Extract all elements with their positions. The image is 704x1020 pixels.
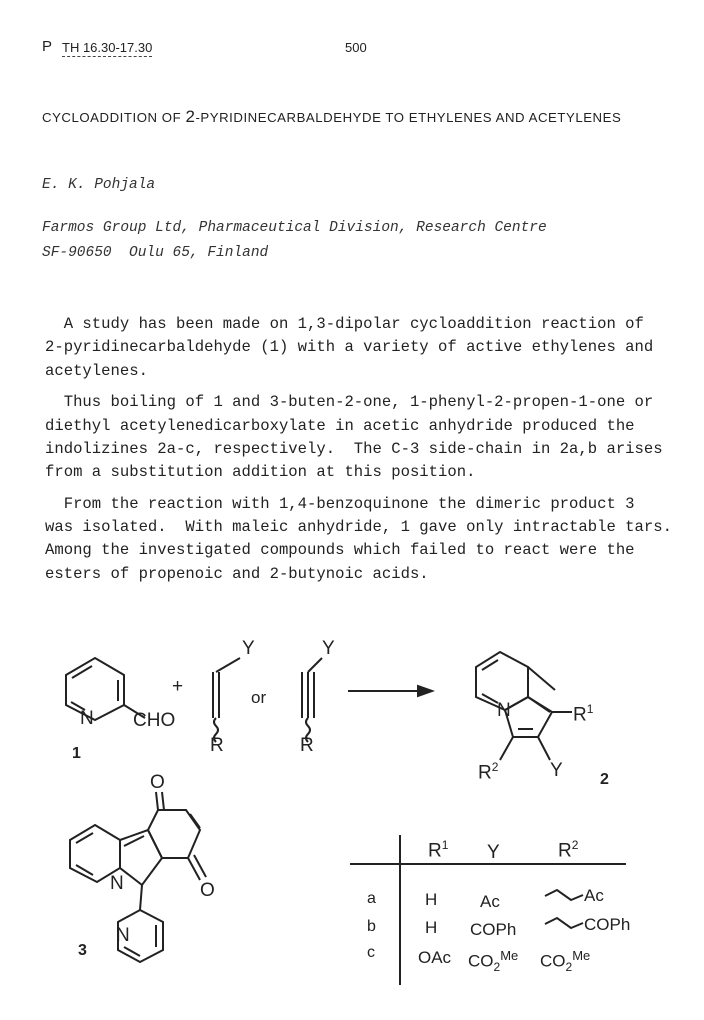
y-label: Y bbox=[242, 638, 255, 659]
affiliation-line: Farmos Group Ltd, Pharmaceutical Division, Research Centre bbox=[42, 220, 547, 236]
n-label: N bbox=[80, 708, 94, 729]
body-line: Among the investigated compounds which failed to react were the bbox=[45, 541, 635, 559]
cell-r2: COPh bbox=[584, 915, 631, 934]
session-code: P bbox=[42, 38, 53, 55]
row-key: b bbox=[367, 918, 376, 935]
body-line: 2-pyridinecarbaldehyde (1) with a variety of active ethylenes and bbox=[45, 338, 654, 356]
row-key: a bbox=[367, 890, 376, 907]
body-line: was isolated. With maleic anhydride, 1 gave only intractable tars. bbox=[45, 518, 672, 536]
compound-1-label: 1 bbox=[72, 745, 81, 762]
oxygen-label: O bbox=[200, 880, 215, 901]
r2-label: $R^2$ bbox=[478, 760, 499, 784]
body-line: From the reaction with 1,4-benzoquinone the dimeric product 3 bbox=[45, 495, 635, 513]
compound-3-label: 3 bbox=[78, 942, 87, 959]
affiliation-line: SF-90650 Oulu 65, Finland bbox=[42, 245, 269, 261]
oxygen-label: O bbox=[150, 772, 165, 793]
compound-2-label: 2 bbox=[600, 771, 609, 788]
body-line: indolizines 2a-c, respectively. The C-3 side-chain in 2a,b arises bbox=[45, 440, 663, 458]
body-line: from a substitution addition at this position. bbox=[45, 463, 476, 481]
session-time: TH 16.30-17.30 bbox=[62, 40, 153, 55]
r-label: R bbox=[300, 735, 314, 756]
cell-y: Ac bbox=[480, 892, 500, 911]
chain-b bbox=[545, 918, 583, 928]
n-label: N bbox=[497, 700, 511, 721]
r-label: R bbox=[210, 735, 224, 756]
or-label: or bbox=[251, 688, 267, 707]
cell-r2: $CO_2^{Me}$ bbox=[540, 948, 591, 975]
indolizine-ring bbox=[476, 652, 572, 760]
body-line: esters of propenoic and 2-butynoic acids. bbox=[45, 565, 429, 583]
alkyne bbox=[302, 658, 322, 742]
table-header-y: Y bbox=[487, 842, 500, 863]
cell-r2: Ac bbox=[584, 886, 604, 905]
plus-sign: + bbox=[172, 676, 184, 697]
body-line: Thus boiling of 1 and 3-buten-2-one, 1-phenyl-2-propen-1-one or bbox=[45, 393, 654, 411]
page-number: 500 bbox=[345, 40, 367, 55]
y-label: Y bbox=[550, 760, 563, 781]
table-header-r2: $R^2$ bbox=[558, 838, 579, 862]
title-prefix: CYCLOADDITION OF bbox=[42, 110, 186, 125]
body-line: A study has been made on 1,3-dipolar cycloaddition reaction of bbox=[45, 315, 644, 333]
body-line: diethyl acetylenedicarboxylate in acetic anhydride produced the bbox=[45, 417, 635, 435]
cell-r1: OAc bbox=[418, 948, 452, 967]
title-rest: -PYRIDINECARBALDEHYDE TO ETHYLENES AND ACETYLENES bbox=[195, 110, 622, 125]
cell-y: $CO_2^{Me}$ bbox=[468, 948, 519, 975]
cell-r1: H bbox=[425, 890, 438, 909]
row-key: c bbox=[367, 944, 375, 961]
author: E. K. Pohjala bbox=[42, 177, 156, 193]
dimer-structure bbox=[70, 792, 206, 962]
body-line: acetylenes. bbox=[45, 362, 148, 380]
cell-y: COPh bbox=[470, 920, 517, 939]
r1-label: $R^1$ bbox=[573, 702, 594, 726]
chain-a bbox=[545, 890, 583, 900]
n-label: N bbox=[116, 925, 130, 946]
alkene bbox=[213, 658, 240, 742]
y-label: Y bbox=[322, 638, 335, 659]
title-number: 2 bbox=[185, 107, 196, 126]
table-header-r1: $R^1$ bbox=[428, 838, 449, 862]
cell-r1: H bbox=[425, 918, 438, 937]
reaction-arrow bbox=[348, 686, 432, 696]
cho-label: CHO bbox=[133, 710, 176, 731]
n-label: N bbox=[110, 873, 124, 894]
